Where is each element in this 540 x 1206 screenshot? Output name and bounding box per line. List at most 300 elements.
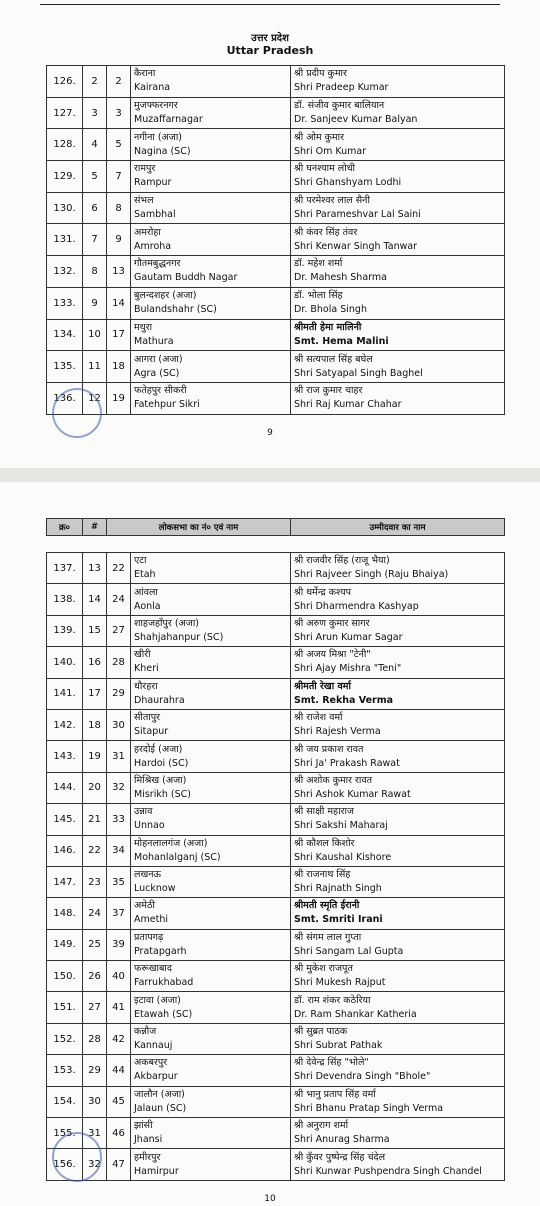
header-number: # [83,519,107,536]
constituency-cell [131,929,291,960]
cand-hi-text: श्री राजवीर सिंह (राजू भैया) [294,555,390,567]
constituency-number-cell: 33 [107,804,131,835]
serial-cell: 129. [47,161,83,193]
candidate-cell [291,835,505,866]
number-cell: 2 [83,66,107,98]
candidate-cell [291,553,505,584]
const-en-text: Mohanlalganj (SC) [134,851,221,863]
constituency-number-cell: 5 [107,129,131,161]
document-page-9 [0,0,540,468]
constituency-number-cell: 32 [107,772,131,803]
candidate-cell [291,351,505,383]
number-cell: 10 [83,319,107,351]
cand-en-text: Shri Bhanu Pratap Singh Verma [294,1102,444,1114]
number-cell: 14 [83,584,107,615]
table-row [47,66,505,98]
cand-en-text: Dr. Sanjeev Kumar Balyan [294,114,418,126]
constituency-number-cell: 17 [107,319,131,351]
serial-cell: 146. [47,835,83,866]
cand-en-text: Shri Anurag Sharma [294,1134,390,1146]
constituency-cell [131,835,291,866]
cand-hi-text: श्री राजेश वर्मा [294,712,343,724]
candidate-cell [291,319,505,351]
table-row [47,961,505,992]
constituency-number-cell: 2 [107,66,131,98]
cand-hi-text: श्री भानु प्रताप सिंह वर्मा [294,1088,376,1100]
const-hi-text: फरूखाबाद [134,963,172,975]
constituency-number-cell: 39 [107,929,131,960]
constituency-cell [131,615,291,646]
constituency-number-cell: 35 [107,866,131,897]
cand-en-text: Shri Satyapal Singh Baghel [294,367,423,379]
cand-en-text: Dr. Ram Shankar Katheria [294,1008,417,1020]
const-en-text: Pratapgarh [134,945,187,957]
serial-cell: 142. [47,709,83,740]
serial-cell: 138. [47,584,83,615]
const-hi-text: धौरहरा [134,680,158,692]
state-title-english: Uttar Pradesh [226,44,314,57]
const-en-text: Gautam Buddh Nagar [134,272,238,284]
const-en-text: Bulandshahr (SC) [134,304,217,316]
number-cell: 6 [83,192,107,224]
constituency-number-cell: 9 [107,224,131,256]
cand-en-text: Shri Ajay Mishra "Teni" [294,663,402,675]
cand-hi-text: श्री जय प्रकाश रावत [294,743,364,755]
page-number: 9 [267,428,273,438]
const-hi-text: प्रतापगढ़ [134,931,164,943]
const-hi-text: नगीना (अजा) [134,131,183,143]
number-cell: 3 [83,97,107,129]
number-cell: 26 [83,961,107,992]
const-hi-text: सीतापुर [134,712,161,724]
const-en-text: Jhansi [134,1134,163,1146]
table-row [47,1086,505,1117]
table-row [47,161,505,193]
candidate-cell [291,1118,505,1149]
number-cell: 5 [83,161,107,193]
constituency-number-cell: 18 [107,351,131,383]
serial-cell: 126. [47,66,83,98]
const-hi-text: रामपुर [134,163,156,175]
candidate-cell [291,929,505,960]
const-hi-text: मोहनलालगंज (अजा) [134,837,208,849]
constituency-cell [131,256,291,288]
table-row [47,709,505,740]
const-en-text: Kheri [134,663,159,675]
number-cell: 25 [83,929,107,960]
table-row [47,1055,505,1086]
constituency-cell [131,1149,291,1180]
candidate-cell [291,256,505,288]
number-cell: 22 [83,835,107,866]
cand-en-text: Dr. Bhola Singh [294,304,367,316]
serial-cell: 154. [47,1086,83,1117]
constituency-number-cell: 28 [107,647,131,678]
table-row [47,804,505,835]
candidate-cell [291,1149,505,1180]
candidate-cell [291,1086,505,1117]
constituency-number-cell: 44 [107,1055,131,1086]
constituency-cell [131,678,291,709]
constituency-cell [131,992,291,1023]
const-en-text: Jalaun (SC) [134,1102,187,1114]
header-serial: क्र० [47,519,83,536]
const-hi-text: इटावा (अजा) [134,994,181,1006]
constituency-number-cell: 13 [107,256,131,288]
const-hi-text: खीरी [134,649,151,661]
candidate-cell [291,224,505,256]
serial-cell: 151. [47,992,83,1023]
cand-hi-text: श्रीमती रेखा वर्मा [294,680,351,692]
document-page-10 [0,482,540,1206]
table-row [47,287,505,319]
cand-en-text: Shri Rajesh Verma [294,726,381,738]
cand-en-text: Shri Parameshvar Lal Saini [294,209,421,221]
cand-hi-text: श्री अशोक कुमार रावत [294,774,373,786]
candidate-cell [291,866,505,897]
const-en-text: Kairana [134,82,171,94]
cand-hi-text: श्री राज कुमार चाहर [294,385,363,397]
number-cell: 15 [83,615,107,646]
constituency-cell [131,287,291,319]
serial-cell: 137. [47,553,83,584]
const-en-text: Agra (SC) [134,367,180,379]
header-constituency: लोकसभा का नं० एवं नाम [107,519,291,536]
const-hi-text: मिश्रिख (अजा) [134,774,187,786]
constituency-cell [131,1118,291,1149]
constituency-number-cell: 37 [107,898,131,929]
table-row [47,319,505,351]
constituency-number-cell: 31 [107,741,131,772]
candidate-cell [291,97,505,129]
const-en-text: Etah [134,569,156,581]
const-hi-text: उन्नाव [134,806,153,818]
cand-hi-text: श्री ओम कुमार [294,131,344,143]
table-row [47,584,505,615]
const-en-text: Aonla [134,600,161,612]
candidate-cell [291,161,505,193]
serial-cell: 132. [47,256,83,288]
const-en-text: Akbarpur [134,1071,178,1083]
number-cell: 32 [83,1149,107,1180]
constituency-number-cell: 24 [107,584,131,615]
cand-en-text: Shri Ja' Prakash Rawat [294,757,400,769]
serial-cell: 128. [47,129,83,161]
cand-hi-text: श्री प्रदीप कुमार [294,68,347,80]
candidate-cell [291,584,505,615]
serial-cell: 141. [47,678,83,709]
number-cell: 31 [83,1118,107,1149]
table-row [47,553,505,584]
candidate-table-page-9 [46,65,505,415]
cand-hi-text: श्री अरुण कुमार सागर [294,617,370,629]
cand-hi-text: श्री कौशल किशोर [294,837,355,849]
serial-cell: 148. [47,898,83,929]
constituency-cell [131,584,291,615]
state-title-hindi: उत्तर प्रदेश [251,33,289,44]
cand-hi-text: श्री कुँवर पुष्पेन्द्र सिंह चंदेल [294,1151,386,1163]
table-row [47,772,505,803]
number-cell: 8 [83,256,107,288]
number-cell: 29 [83,1055,107,1086]
serial-cell: 144. [47,772,83,803]
constituency-cell [131,319,291,351]
table-row [47,866,505,897]
const-hi-text: मुजफ्फरनगर [134,100,178,112]
constituency-cell [131,553,291,584]
constituency-cell [131,1055,291,1086]
constituency-cell [131,97,291,129]
candidate-cell [291,678,505,709]
page-separator [0,468,540,482]
table-row [47,992,505,1023]
constituency-number-cell: 8 [107,192,131,224]
cand-en-text: Shri Dharmendra Kashyap [294,600,419,612]
table-row [47,1149,505,1180]
constituency-cell [131,382,291,414]
const-hi-text: संभल [134,195,154,207]
table-row [47,835,505,866]
serial-cell: 153. [47,1055,83,1086]
table-row [47,129,505,161]
const-hi-text: लखनऊ [134,869,161,881]
constituency-cell [131,804,291,835]
const-hi-text: अमेठी [134,900,155,912]
constituency-cell [131,66,291,98]
const-en-text: Unnao [134,820,165,832]
candidate-cell [291,615,505,646]
const-en-text: Hamirpur [134,1165,179,1177]
cand-hi-text: श्री राजनाथ सिंह [294,869,351,881]
table-row [47,898,505,929]
cand-hi-text: श्री सत्यपाल सिंह बघेल [294,353,373,365]
const-en-text: Lucknow [134,883,176,895]
candidate-cell [291,741,505,772]
const-hi-text: कैराना [134,68,156,80]
cand-en-text: Shri Om Kumar [294,145,367,157]
serial-cell: 135. [47,351,83,383]
table-row [47,615,505,646]
const-hi-text: फतेहपुर सीकरी [134,385,187,397]
serial-cell: 150. [47,961,83,992]
constituency-cell [131,772,291,803]
cand-en-text: Dr. Mahesh Sharma [294,272,387,284]
cand-hi-text: डॉ. राम शंकर कठेरिया [294,994,371,1006]
cand-en-text: Shri Ghanshyam Lodhi [294,177,402,189]
cand-en-text: Shri Sakshi Maharaj [294,820,388,832]
const-hi-text: अकबरपुर [134,1057,168,1069]
candidate-cell [291,129,505,161]
table-row [47,97,505,129]
constituency-cell [131,224,291,256]
table-header-row [47,519,505,536]
cand-en-text: Smt. Rekha Verma [294,694,394,706]
const-en-text: Sambhal [134,209,176,221]
candidate-cell [291,66,505,98]
cand-en-text: Shri Sangam Lal Gupta [294,945,404,957]
table-row [47,224,505,256]
const-en-text: Kannauj [134,1040,173,1052]
table-row [47,929,505,960]
number-cell: 24 [83,898,107,929]
constituency-number-cell: 27 [107,615,131,646]
number-cell: 11 [83,351,107,383]
serial-cell: 147. [47,866,83,897]
const-en-text: Sitapur [134,726,169,738]
const-hi-text: झांसी [134,1120,153,1132]
serial-cell: 134. [47,319,83,351]
number-cell: 9 [83,287,107,319]
serial-cell: 133. [47,287,83,319]
constituency-cell [131,351,291,383]
table-row [47,382,505,414]
number-cell: 17 [83,678,107,709]
number-cell: 4 [83,129,107,161]
cand-en-text: Shri Kunwar Pushpendra Singh Chandel [294,1165,482,1177]
constituency-number-cell: 19 [107,382,131,414]
serial-cell: 131. [47,224,83,256]
const-en-text: Shahjahanpur (SC) [134,631,224,643]
const-en-text: Dhaurahra [134,694,185,706]
header-candidate: उम्मीदवार का नाम [291,519,505,536]
candidate-table-page-10 [46,518,505,1181]
candidate-cell [291,192,505,224]
number-cell: 13 [83,553,107,584]
serial-cell: 140. [47,647,83,678]
cand-hi-text: डॉ. महेश शर्मा [294,258,343,270]
cand-hi-text: श्री अनुराग शर्मा [294,1120,349,1132]
cand-en-text: Smt. Smriti Irani [294,914,383,926]
constituency-number-cell: 30 [107,709,131,740]
cand-hi-text: श्रीमती स्मृति ईरानी [294,900,360,912]
cand-en-text: Shri Ashok Kumar Rawat [294,788,411,800]
constituency-number-cell: 41 [107,992,131,1023]
number-cell: 27 [83,992,107,1023]
page-top-rule [40,0,500,5]
page-number: 10 [264,1194,276,1204]
constituency-cell [131,741,291,772]
cand-hi-text: श्री साक्षी महाराज [294,806,354,818]
number-cell: 20 [83,772,107,803]
constituency-number-cell: 42 [107,1023,131,1054]
candidate-cell [291,382,505,414]
cand-hi-text: श्री कंवर सिंह तंवर [294,226,358,238]
cand-hi-text: श्री अजय मिश्रा "टेनी" [294,649,371,661]
const-hi-text: गौतमबुद्धनगर [134,258,181,270]
const-en-text: Mathura [134,335,174,347]
table-row [47,1118,505,1149]
office-stamp [52,1132,102,1182]
table-row [47,256,505,288]
cand-hi-text: श्री देवेन्द्र सिंह "भोले" [294,1057,369,1069]
const-en-text: Misrikh (SC) [134,788,191,800]
cand-hi-text: श्री धर्मेन्द्र कश्यप [294,586,351,598]
const-en-text: Rampur [134,177,172,189]
serial-cell: 127. [47,97,83,129]
number-cell: 7 [83,224,107,256]
cand-hi-text: श्री घनश्याम लोधी [294,163,356,175]
constituency-cell [131,709,291,740]
cand-hi-text: श्री संगम लाल गुप्ता [294,931,362,943]
candidate-cell [291,647,505,678]
candidate-cell [291,992,505,1023]
number-cell: 16 [83,647,107,678]
number-cell: 30 [83,1086,107,1117]
const-en-text: Amethi [134,914,168,926]
constituency-cell [131,898,291,929]
cand-hi-text: श्रीमती हेमा मालिनी [294,321,362,333]
constituency-cell [131,192,291,224]
constituency-number-cell: 22 [107,553,131,584]
cand-en-text: Shri Devendra Singh "Bhole" [294,1071,431,1083]
number-cell: 23 [83,866,107,897]
cand-en-text: Shri Rajveer Singh (Raju Bhaiya) [294,569,449,581]
const-en-text: Hardoi (SC) [134,757,189,769]
table-row [47,351,505,383]
table-row [47,647,505,678]
serial-cell: 130. [47,192,83,224]
cand-en-text: Shri Pradeep Kumar [294,82,389,94]
number-cell: 18 [83,709,107,740]
const-hi-text: हरदोई (अजा) [134,743,183,755]
serial-cell: 136. [47,382,83,414]
const-en-text: Farrukhabad [134,977,194,989]
number-cell: 21 [83,804,107,835]
candidate-cell [291,709,505,740]
serial-cell: 156. [47,1149,83,1180]
const-en-text: Etawah (SC) [134,1008,193,1020]
constituency-number-cell: 46 [107,1118,131,1149]
cand-en-text: Shri Raj Kumar Chahar [294,399,402,411]
cand-en-text: Shri Mukesh Rajput [294,977,386,989]
const-hi-text: मथुरा [134,321,153,333]
constituency-cell [131,866,291,897]
cand-hi-text: डॉ. भोला सिंह [294,290,343,302]
const-en-text: Nagina (SC) [134,145,191,157]
candidate-cell [291,898,505,929]
constituency-number-cell: 47 [107,1149,131,1180]
cand-en-text: Shri Kenwar Singh Tanwar [294,240,418,252]
cand-en-text: Shri Subrat Pathak [294,1040,383,1052]
candidate-cell [291,804,505,835]
constituency-cell [131,161,291,193]
const-hi-text: आंवला [134,586,158,598]
const-en-text: Amroha [134,240,172,252]
constituency-number-cell: 7 [107,161,131,193]
const-hi-text: कन्नौज [134,1026,157,1038]
constituency-number-cell: 29 [107,678,131,709]
serial-cell: 152. [47,1023,83,1054]
number-cell: 12 [83,382,107,414]
cand-hi-text: श्री सुब्रत पाठक [294,1026,348,1038]
const-en-text: Muzaffarnagar [134,114,203,126]
table-row [47,741,505,772]
serial-cell: 149. [47,929,83,960]
const-hi-text: आगरा (अजा) [134,353,183,365]
candidate-cell [291,1055,505,1086]
table-row [47,1023,505,1054]
serial-cell: 155. [47,1118,83,1149]
serial-cell: 139. [47,615,83,646]
cand-hi-text: श्री परमेश्वर लाल सैनी [294,195,370,207]
candidate-cell [291,1023,505,1054]
constituency-number-cell: 3 [107,97,131,129]
cand-en-text: Shri Arun Kumar Sagar [294,631,403,643]
number-cell: 28 [83,1023,107,1054]
cand-en-text: Shri Rajnath Singh [294,883,382,895]
constituency-number-cell: 45 [107,1086,131,1117]
table-row [47,678,505,709]
